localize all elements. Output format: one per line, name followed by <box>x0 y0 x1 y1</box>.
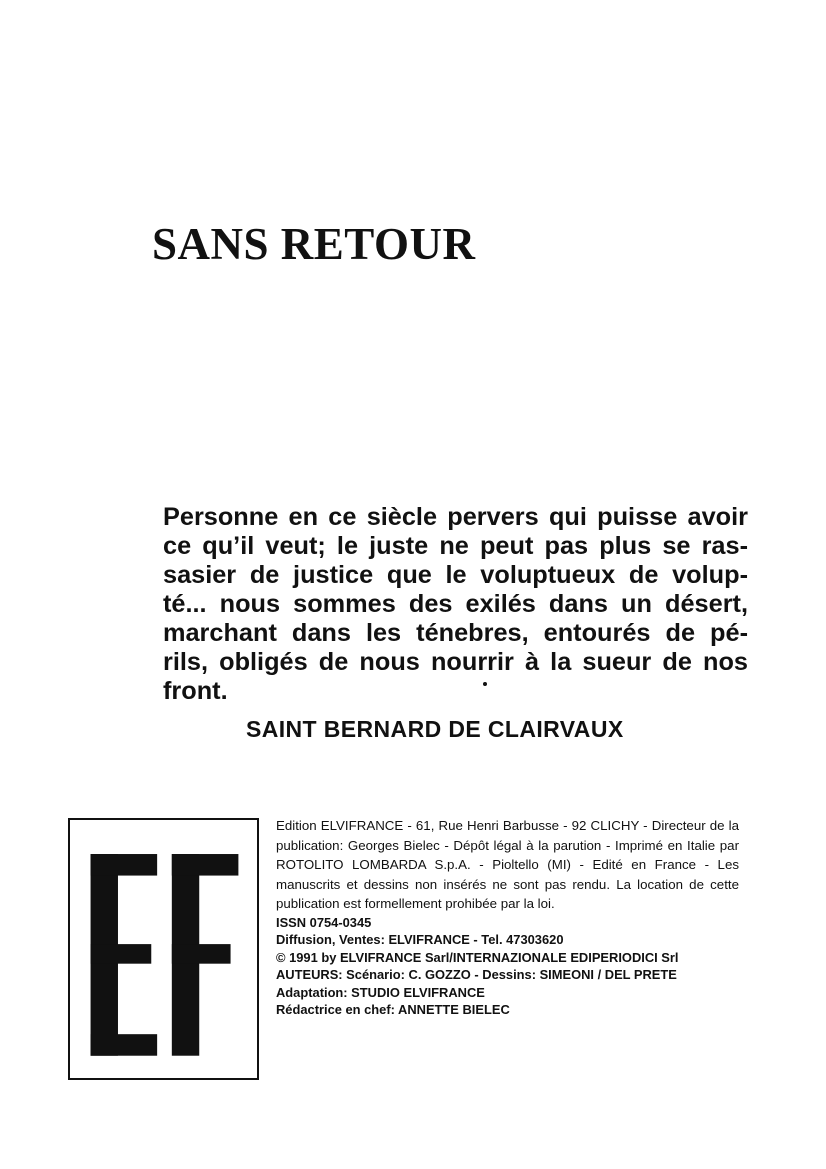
authors-line: AUTEURS: Scénario: C. GOZZO - Dessins: SIMEONI / DEL PRETE <box>276 967 677 983</box>
quote-author: SAINT BERNARD DE CLAIRVAUX <box>246 716 624 742</box>
quote-line: rils, obligés de nous nourrir à la sueur de nos <box>163 648 748 676</box>
ef-logo-icon <box>70 820 257 1078</box>
imprint-block <box>276 816 739 1019</box>
quote-line: sasier de justice que le voluptueux de volup- <box>163 561 748 589</box>
issn-line: ISSN 0754-0345 <box>276 914 372 930</box>
quote-line: té... nous sommes des exilés dans un désert, <box>163 590 748 618</box>
copyright-line: © 1991 by ELVIFRANCE Sarl/INTERNAZIONALE EDIPERIODICI Srl <box>276 949 679 965</box>
publication-credits <box>276 914 739 1019</box>
editor-line: Rédactrice en chef: ANNETTE BIELEC <box>276 1002 510 1018</box>
epigraph-quote <box>163 503 748 706</box>
publisher-logo <box>68 818 259 1080</box>
quote-line: ce qu’il veut; le juste ne peut pas plus se ras- <box>163 532 748 560</box>
print-speck <box>483 682 487 686</box>
diffusion-line: Diffusion, Ventes: ELVIFRANCE - Tel. 47303620 <box>276 932 564 948</box>
page-title: SANS RETOUR <box>152 219 476 269</box>
quote-line: Personne en ce siècle pervers qui puisse avoir <box>163 503 748 531</box>
quote-line: front. <box>163 677 228 705</box>
quote-line: marchant dans les ténebres, entourés de pé- <box>163 619 748 647</box>
legal-notice: Edition ELVIFRANCE - 61, Rue Henri Barbusse - 92 CLICHY - Directeur de la publication: Georges Bielec - Dépôt légal à la parution - Imprimé en Italie par ROTOLITO LOMBARDA S.p.A. - Pioltello (MI) - Edité en France - Les manuscrits et dessins non insérés ne sont pas rendu. La location de cette publication est formellement prohibée par la loi. <box>276 818 739 912</box>
adaptation-line: Adaptation: STUDIO ELVIFRANCE <box>276 984 485 1000</box>
